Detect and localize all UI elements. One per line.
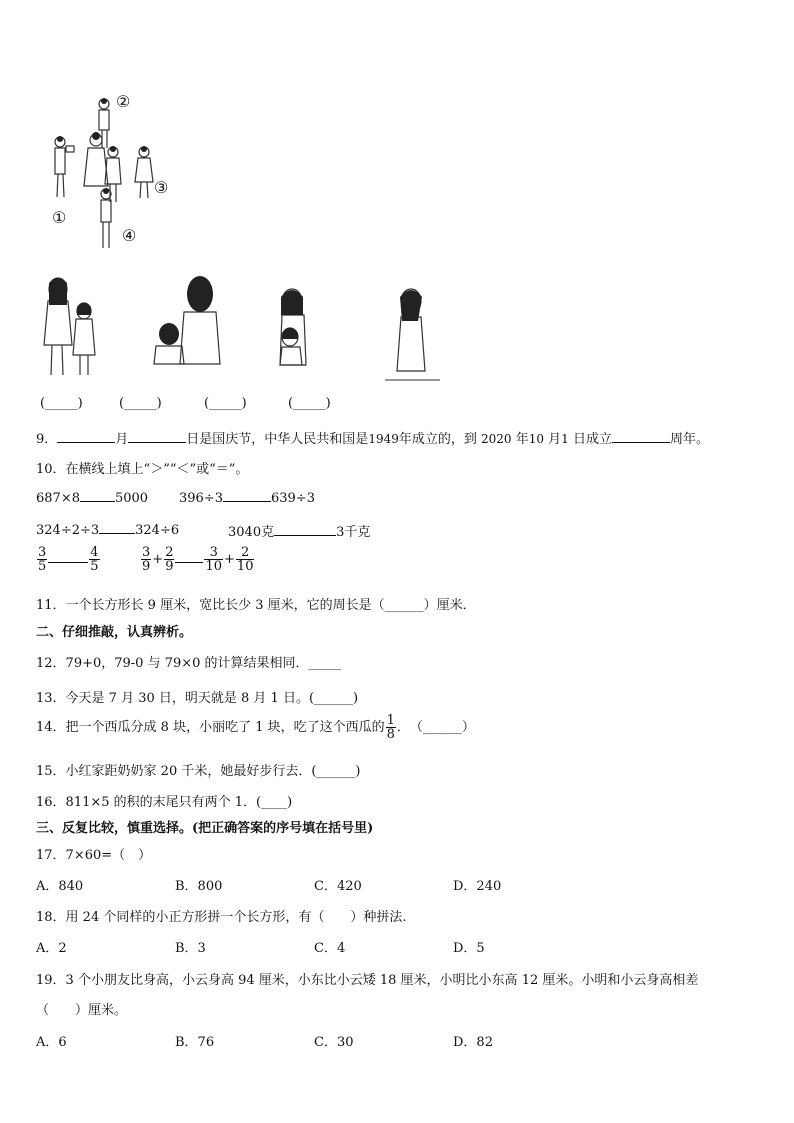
q9-text: 月 [548,432,562,447]
expr: 5000 [114,491,149,506]
q17-option-c[interactable]: C．420 [314,879,362,894]
q10-row-3a [36,546,101,573]
q19-option-b[interactable]: B．76 [175,1035,215,1050]
question-16: 16．811×5 的积的末尾只有两个 1．(____) [36,795,293,810]
plus-sign: + [152,552,164,567]
q19-option-d[interactable]: D．82 [453,1035,493,1050]
view-picture-3 [270,285,315,370]
q18-option-c[interactable]: C．4 [314,941,346,956]
q9-day-1: 1 [561,432,569,446]
answer-blank-4[interactable]: (_____) [288,396,331,411]
plus-sign: + [224,552,235,567]
expr: 324÷6 [135,523,180,538]
fraction: $\frac{3}{5}$ [38,545,47,574]
q9-blank-day[interactable] [128,430,186,443]
q9-month-10: 10 [528,432,544,446]
q14-text: 14．把一个西瓜分成 8 块，小丽吃了 1 块，吃了这个西瓜的 [36,720,385,735]
q9-number: 9． [36,432,58,447]
photo-scene-figure [40,90,190,255]
compare-blank[interactable] [175,550,203,563]
q9-text: 日成立 [572,432,612,447]
question-14 [36,714,475,741]
q9-text: 月 [115,432,129,447]
q10-row-3b [140,546,255,573]
question-19-line-2: （ ）厘米。 [36,1003,128,1018]
question-15: 15．小红家距奶奶家 20 千米，她最好步行去．(______) [36,764,361,779]
q9-text: 年成立的，到 [398,432,477,447]
section-3-heading: 三、反复比较，慎重选择。(把正确答案的序号填在括号里) [36,821,374,836]
label-3: ③ [154,178,169,197]
q17-option-d[interactable]: D．240 [453,879,502,894]
label-2: ② [116,92,131,111]
expr: 396÷3 [179,491,223,506]
compare-blank[interactable] [274,523,336,536]
q10-row-2b [228,521,370,540]
q9-year-2020: 2020 [481,432,512,446]
answer-blank-2[interactable]: (_____) [119,396,162,411]
q19-option-c[interactable]: C．30 [314,1035,354,1050]
view-picture-1 [40,275,105,380]
fraction: $\frac{4}{5}$ [90,545,99,574]
view-picture-2 [150,272,225,367]
q18-option-b[interactable]: B．3 [175,941,206,956]
question-19-line-1: 19．3 个小朋友比身高，小云身高 94 厘米，小东比小云矮 18 厘米，小明比小东高 12 厘米。小明和小云身高相差 [36,973,699,988]
q19-option-a[interactable]: A．6 [36,1035,67,1050]
question-10-title: 10．在横线上填上“＞”“＜”或“＝”。 [36,462,249,477]
fraction: $\frac{3}{9}$ [142,545,151,574]
q9-year-1949: 1949 [368,432,399,446]
q17-option-b[interactable]: B．800 [175,879,223,894]
fraction: $\frac{2}{9}$ [165,545,174,574]
q9-text: 日是国庆节，中华人民共和国是 [186,432,369,447]
view-picture-4 [385,285,445,383]
compare-blank[interactable] [223,489,271,502]
answer-blank-1[interactable]: (_____) [40,396,83,411]
q10-row-1a [36,489,148,506]
expr: 3千克 [336,525,371,540]
expr: 687×8 [36,491,80,506]
q14-text: ． （______） [396,720,475,735]
question-11: 11．一个长方形长 9 厘米，宽比长少 3 厘米，它的周长是（______）厘米． [36,598,476,613]
question-13: 13．今天是 7 月 30 日，明天就是 8 月 1 日。(______) [36,691,359,706]
q9-blank-month[interactable] [57,430,115,443]
compare-blank[interactable] [99,521,135,534]
q10-row-2a [36,521,179,538]
question-17: 17．7×60=（ ） [36,848,152,863]
fraction: $\frac{1}{8}$ [386,713,395,742]
fraction: $\frac{2}{10}$ [236,545,254,574]
q18-option-d[interactable]: D．5 [453,941,485,956]
compare-blank[interactable] [48,550,88,563]
q9-blank-years[interactable] [612,430,670,443]
question-9 [36,428,709,447]
expr: 3040克 [228,525,275,540]
section-2-heading: 二、仔细推敲，认真辨析。 [36,625,193,640]
expr: 639÷3 [270,491,315,506]
children-illustration [40,90,190,255]
question-12: 12．79+0，79-0 与 79×0 的计算结果相同．_____ [36,656,342,671]
q17-option-a[interactable]: A．840 [36,879,84,894]
expr: 324÷2÷3 [36,523,100,538]
q9-text: 周年。 [669,432,709,447]
fraction: $\frac{3}{10}$ [205,545,223,574]
compare-blank[interactable] [80,489,115,502]
label-4: ④ [122,226,137,245]
label-1: ① [52,208,67,227]
q18-option-a[interactable]: A．2 [36,941,67,956]
answer-blank-3[interactable]: (_____) [204,396,247,411]
q9-text: 年 [515,432,529,447]
q10-row-1b [179,489,315,506]
question-18: 18．用 24 个同样的小正方形拼一个长方形，有（ ）种拼法. [36,910,407,925]
